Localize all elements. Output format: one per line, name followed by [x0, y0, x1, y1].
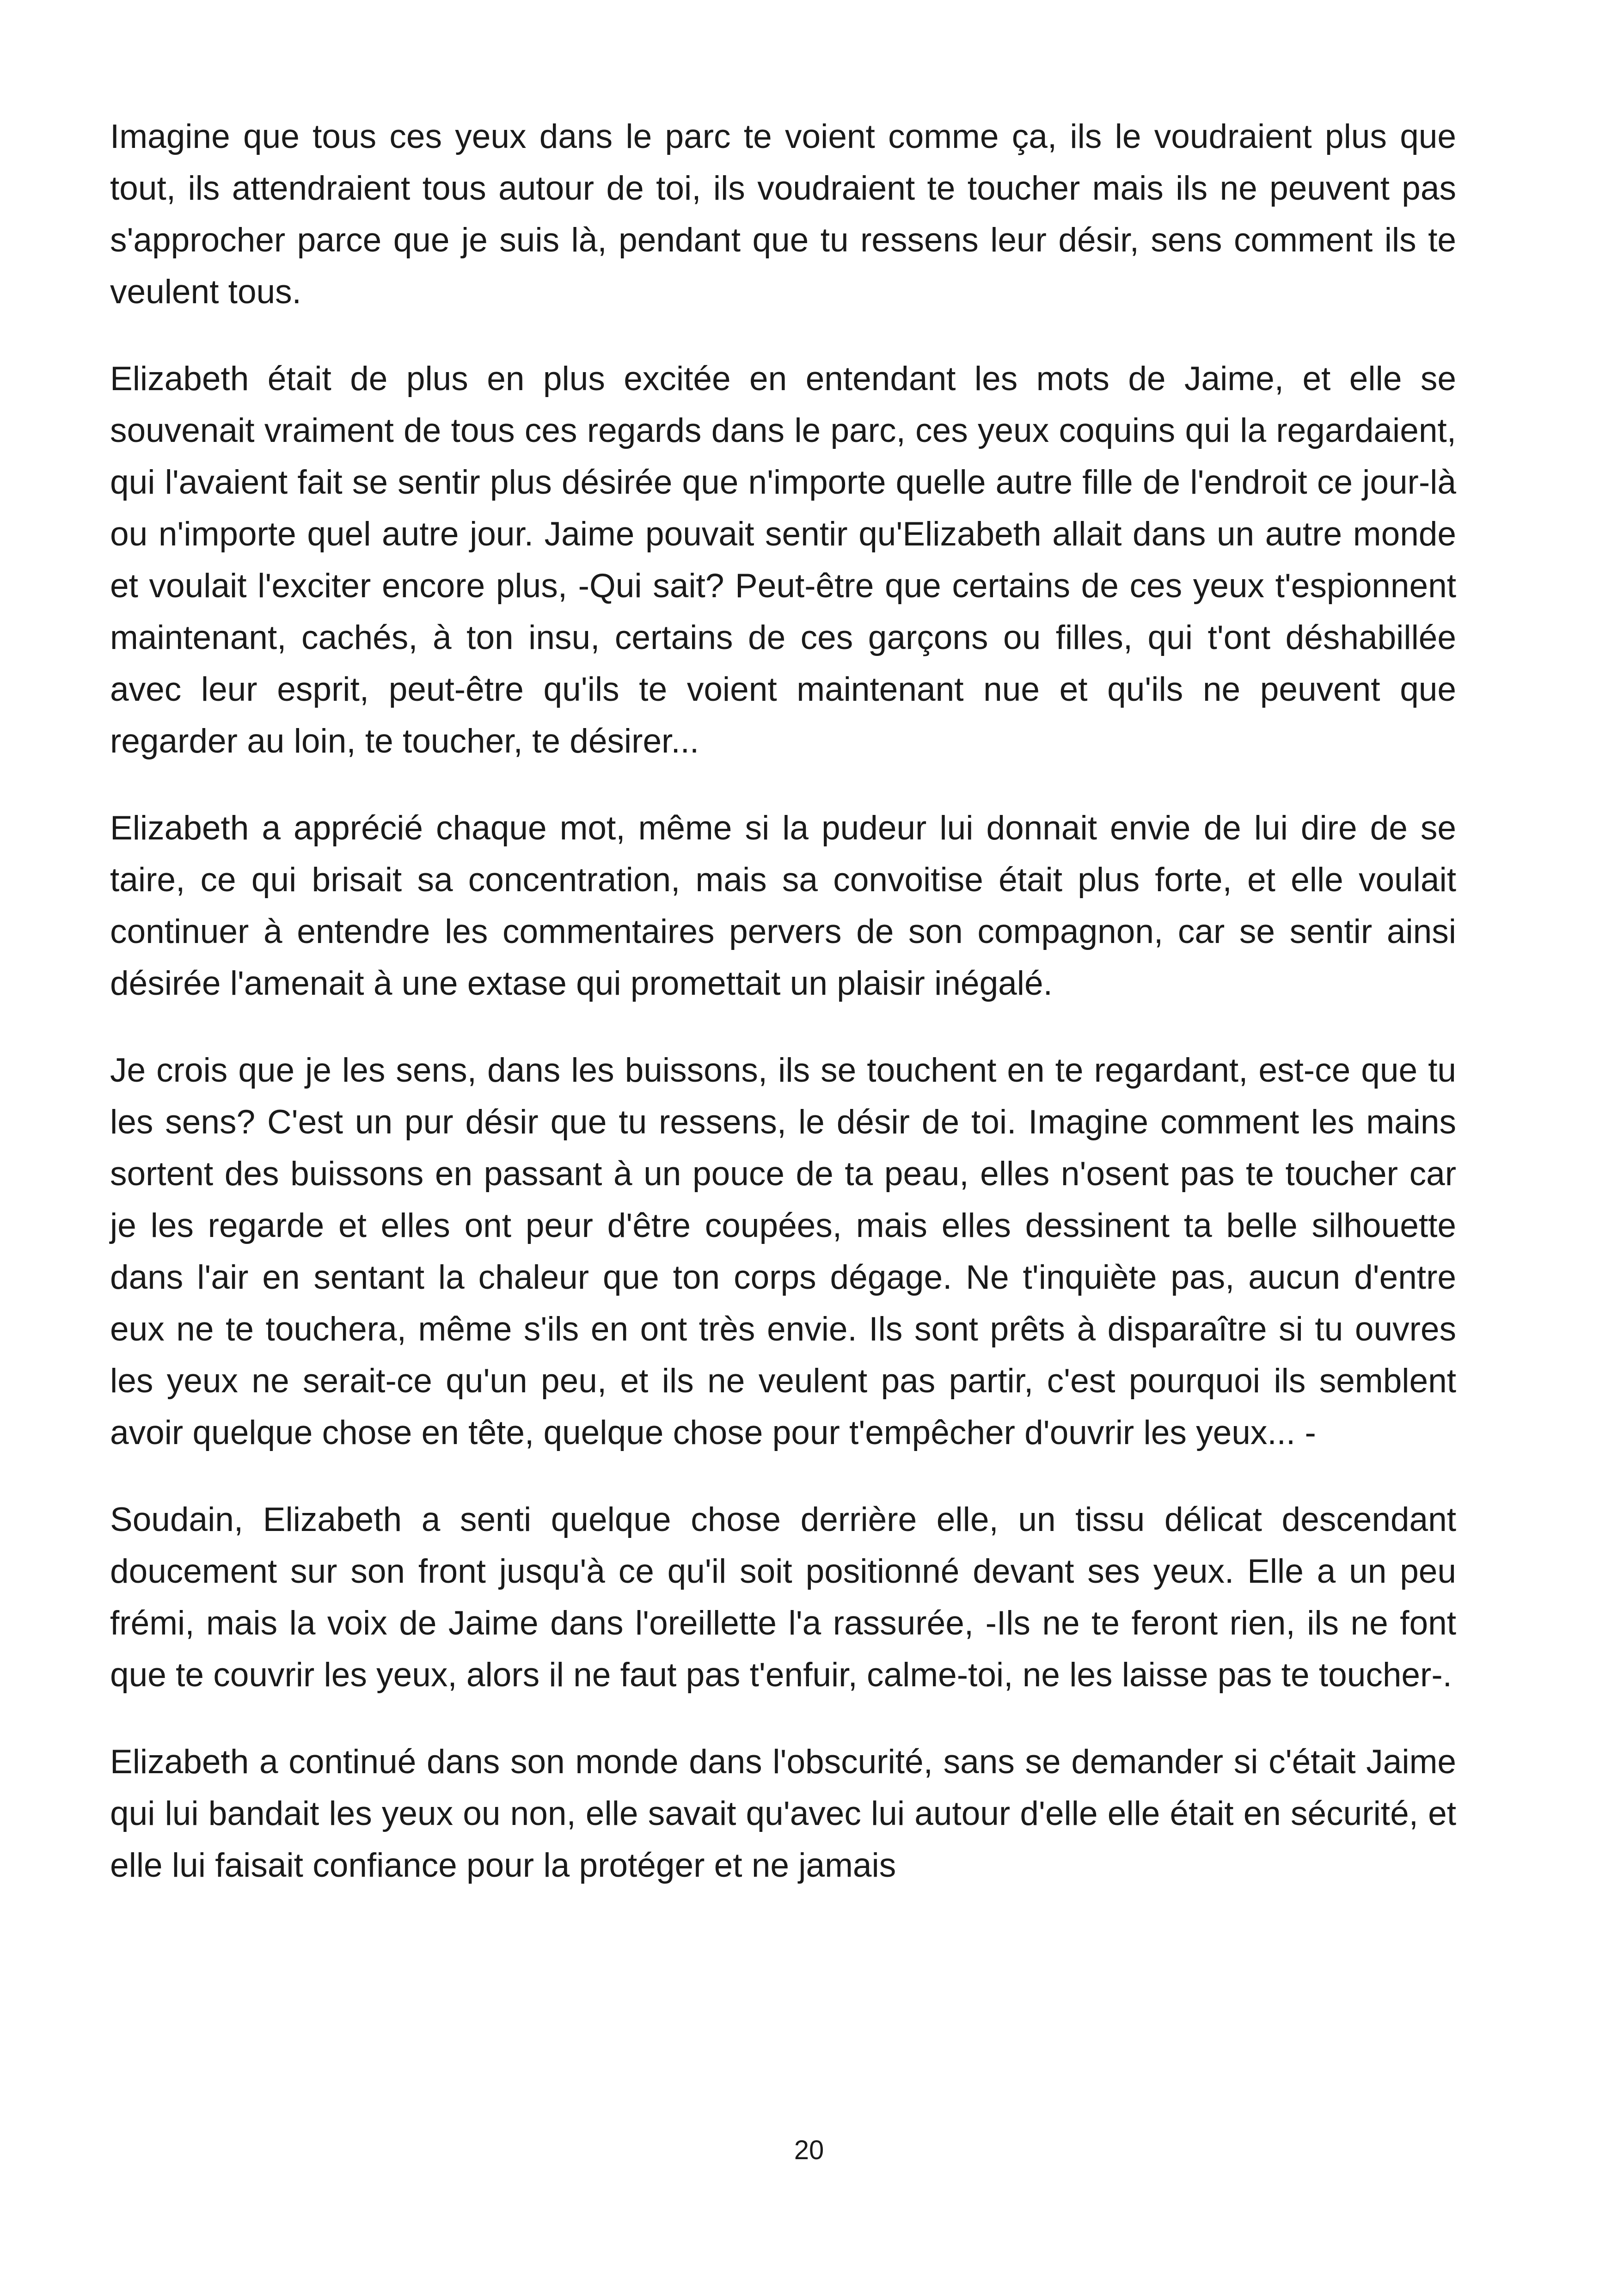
page-body: [110, 111, 1456, 1927]
paragraph-5: Soudain, Elizabeth a senti quelque chose derrière elle, un tissu délicat descendant doucement sur son front jusqu'à ce qu'il soit positionné devant ses yeux. Elle a un peu frémi, mais la voix de Jaime dans l'oreillette l'a rassurée, -Ils ne te feront rien, ils ne font que te couvrir les yeux, alors il ne faut pas t'enfuir, calme-toi, ne les laisse pas te toucher-.: [110, 1501, 1456, 1694]
paragraph-3: Elizabeth a apprécié chaque mot, même si la pudeur lui donnait envie de lui dire de se taire, ce qui brisait sa concentration, mais sa convoitise était plus forte, et elle voulait continuer à entendre les commentaires pervers de son compagnon, car se sentir ainsi désirée l'amenait à une extase qui promettait un plaisir inégalé.: [110, 809, 1456, 1002]
paragraph-2: Elizabeth était de plus en plus excitée en entendant les mots de Jaime, et elle se souvenait vraiment de tous ces regards dans le parc, ces yeux coquins qui la regardaient, qui l'avaient fait se sentir plus désirée que n'importe quelle autre fille de l'endroit ce jour-là ou n'importe quel autre jour. Jaime pouvait sentir qu'Elizabeth allait dans un autre monde et voulait l'exciter encore plus, -Qui sait? Peut-être que certains de ces yeux t'espionnent maintenant, cachés, à ton insu, certains de ces garçons ou filles, qui t'ont déshabillée avec leur esprit, peut-être qu'ils te voient maintenant nue et qu'ils ne peuvent que regarder au loin, te toucher, te désirer...: [110, 360, 1456, 760]
paragraph-1: Imagine que tous ces yeux dans le parc te voient comme ça, ils le voudraient plus que tout, ils attendraient tous autour de toi, ils voudraient te toucher mais ils ne peuvent pas s'approcher parce que je suis là, pendant que tu ressens leur désir, sens comment ils te veulent tous.: [110, 118, 1456, 311]
paragraph-6: Elizabeth a continué dans son monde dans l'obscurité, sans se demander si c'était Jaime qui lui bandait les yeux ou non, elle savait qu'avec lui autour d'elle elle était en sécurité, et elle lui faisait confiance pour la protéger et ne jamais: [110, 1743, 1456, 1884]
page-number: 20: [794, 2135, 824, 2165]
paragraph-4: Je crois que je les sens, dans les buissons, ils se touchent en te regardant, est-ce que tu les sens? C'est un pur désir que tu ressens, le désir de toi. Imagine comment les mains sortent des buissons en passant à un pouce de ta peau, elles n'osent pas te toucher car je les regarde et elles ont peur d'être coupées, mais elles dessinent ta belle silhouette dans l'air en sentant la chaleur que ton corps dégage. Ne t'inquiète pas, aucun d'entre eux ne te touchera, même s'ils en ont très envie. Ils sont prêts à disparaître si tu ouvres les yeux ne serait-ce qu'un peu, et ils ne veulent pas partir, c'est pourquoi ils semblent avoir quelque chose en tête, quelque chose pour t'empêcher d'ouvrir les yeux... -: [110, 1052, 1456, 1451]
